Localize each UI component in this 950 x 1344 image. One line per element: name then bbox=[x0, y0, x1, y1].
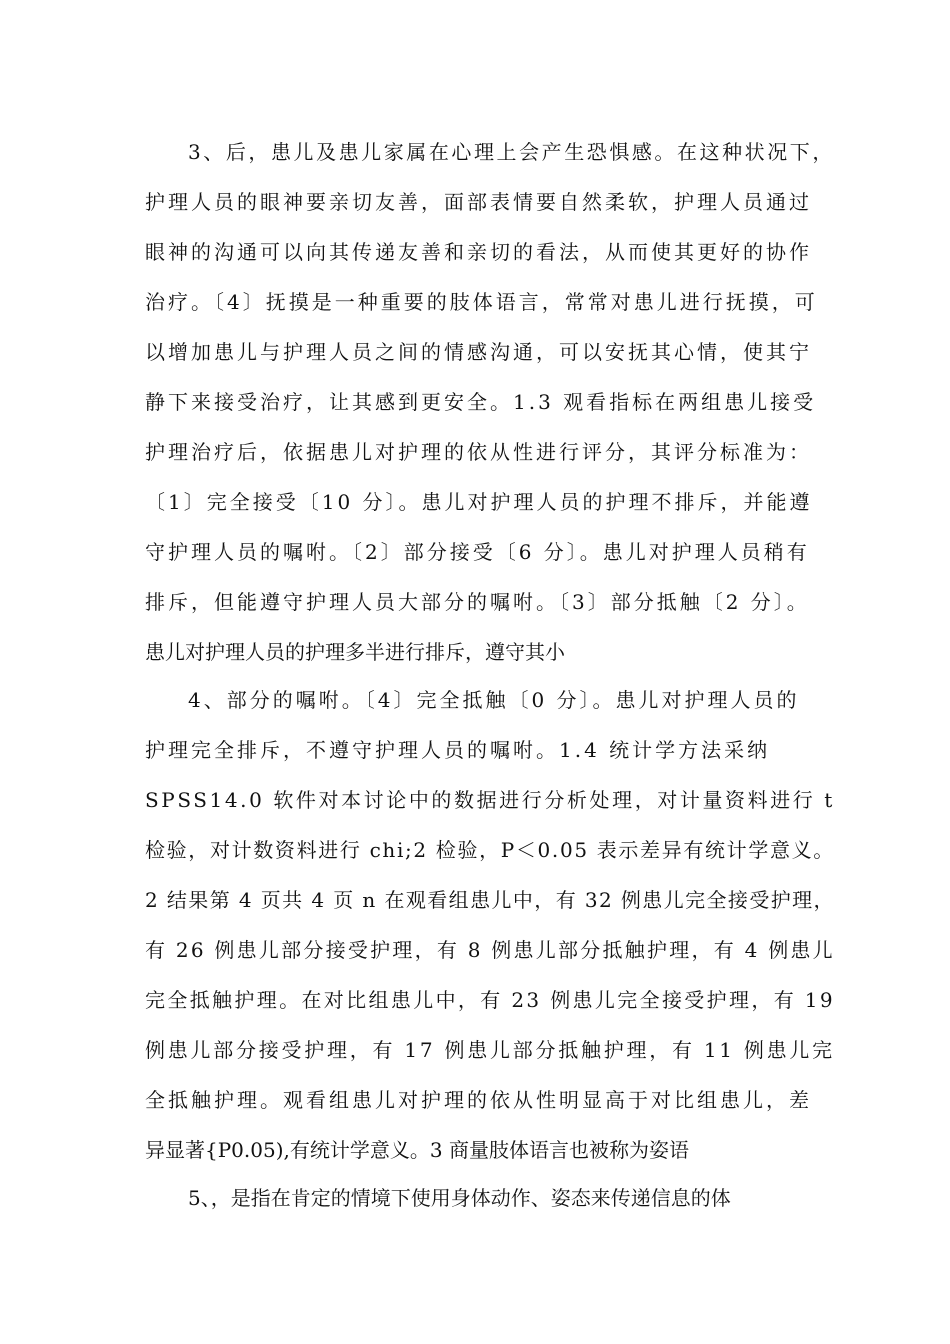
text-line: 异显著{P0.05),有统计学意义。3 商量肢体语言也被称为姿语 bbox=[145, 1138, 689, 1162]
text-line: 例患儿部分接受护理，有 17 例患儿部分抵触护理，有 11 例患儿完 bbox=[145, 1038, 835, 1062]
text-line: 以增加患儿与护理人员之间的情感沟通，可以安抚其心情，使其宁 bbox=[145, 340, 812, 364]
text-line: 护理完全排斥，不遵守护理人员的嘱咐。1.4 统计学方法采纳 bbox=[145, 738, 771, 762]
text-line: 静下来接受治疗，让其感到更安全。1.3 观看指标在两组患儿接受 bbox=[145, 390, 817, 414]
text-line: 检验，对计数资料进行 chi;2 检验，P＜0.05 表示差异有统计学意义。 bbox=[145, 838, 835, 862]
text-line: 守护理人员的嘱咐。〔2〕部分接受〔6 分〕。患儿对护理人员稍有 bbox=[145, 540, 810, 564]
text-line: 护理人员的眼神要亲切友善，面部表情要自然柔软，护理人员通过 bbox=[145, 190, 812, 214]
paragraph-4 bbox=[145, 675, 835, 1175]
text-line: 〔1〕完全接受〔10 分〕。患儿对护理人员的护理不排斥，并能遵 bbox=[145, 490, 813, 514]
text-line: 4、部分的嘱咐。〔4〕完全抵触〔0 分〕。患儿对护理人员的 bbox=[188, 688, 800, 712]
text-line: 全抵触护理。观看组患儿对护理的依从性明显高于对比组患儿，差 bbox=[145, 1088, 812, 1112]
text-line: 2 结果第 4 页共 4 页 n 在观看组患儿中，有 32 例患儿完全接受护理， bbox=[145, 888, 835, 912]
paragraph-5 bbox=[145, 1173, 835, 1223]
text-line: 5、，是指在肯定的情境下使用身体动作、姿态来传递信息的体 bbox=[188, 1186, 731, 1210]
text-line: 有 26 例患儿部分接受护理，有 8 例患儿部分抵触护理，有 4 例患儿 bbox=[145, 938, 835, 962]
text-line: 治疗。〔4〕抚摸是一种重要的肢体语言，常常对患儿进行抚摸，可 bbox=[145, 290, 818, 314]
text-line: SPSS14.0 软件对本讨论中的数据进行分析处理，对计量资料进行 t bbox=[145, 788, 835, 812]
text-line: 护理治疗后，依据患儿对护理的依从性进行评分，其评分标准为： bbox=[145, 440, 812, 464]
text-line: 眼神的沟通可以向其传递友善和亲切的看法，从而使其更好的协作 bbox=[145, 240, 812, 264]
text-line: 排斥，但能遵守护理人员大部分的嘱咐。〔3〕部分抵触〔2 分〕。 bbox=[145, 590, 810, 614]
text-line: 患儿对护理人员的护理多半进行排斥，遵守其小 bbox=[145, 640, 565, 664]
text-line: 完全抵触护理。在对比组患儿中，有 23 例患儿完全接受护理，有 19 bbox=[145, 988, 835, 1012]
text-line: 3、后，患儿及患儿家属在心理上会产生恐惧感。在这种状况下， bbox=[188, 140, 835, 164]
paragraph-3 bbox=[145, 127, 835, 677]
